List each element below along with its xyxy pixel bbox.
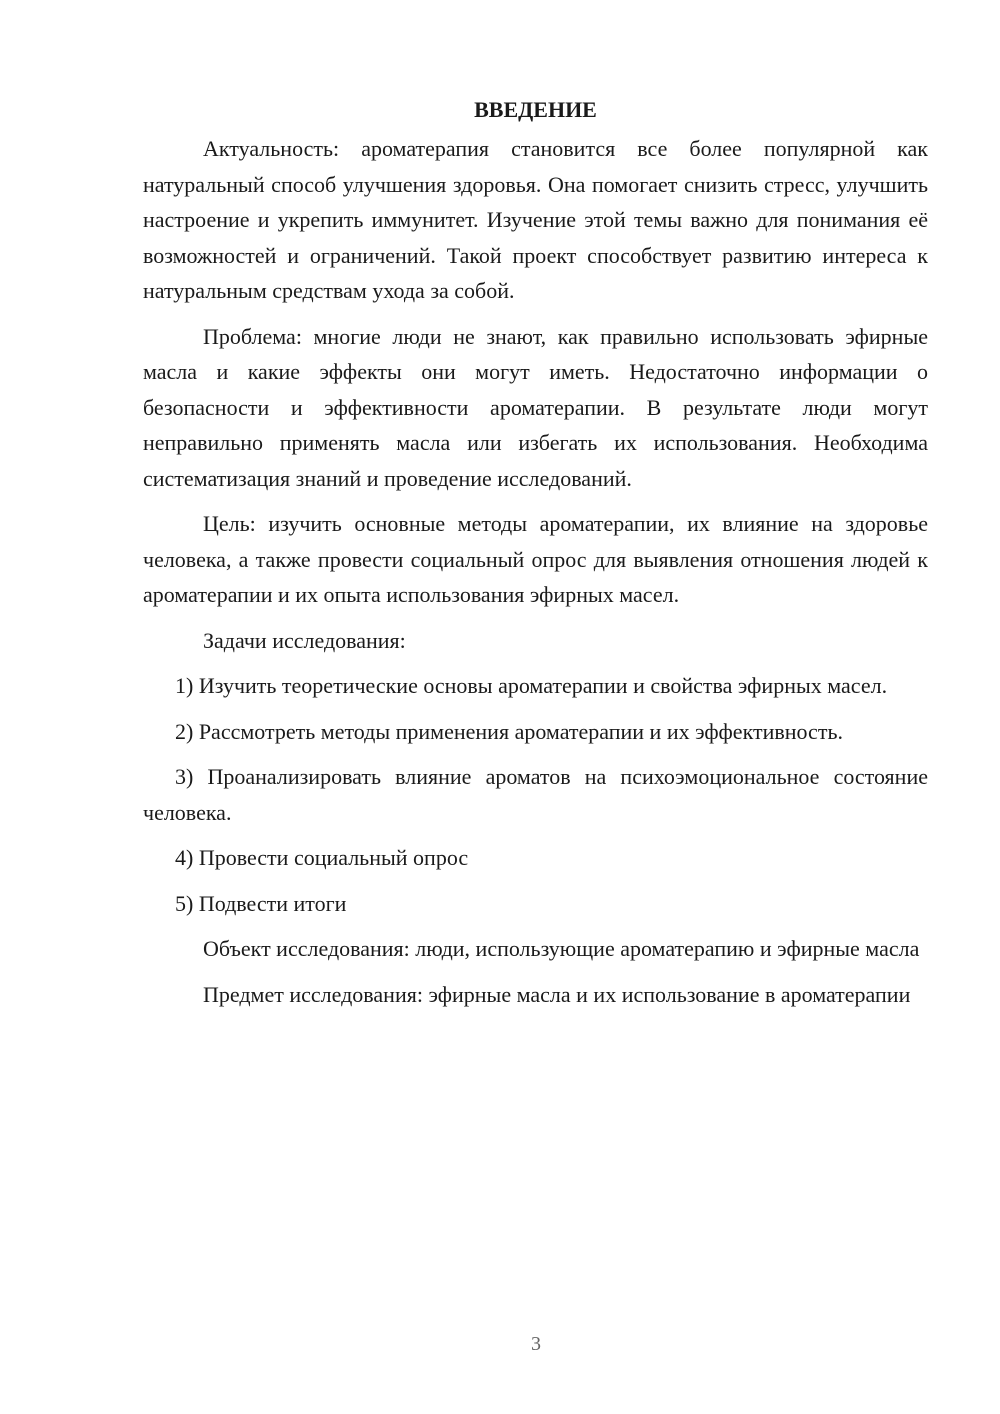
paragraph-relevance: Актуальность: ароматерапия становится все более популярной как натуральный способ улучшения здоровья. Она помогает снизить стресс, улучшить настроение и укрепить иммунитет. Изучение этой темы важно для понимания её возможностей и ограничений. Такой проект способствует развитию интереса к натуральным средствам ухода за собой. [143, 136, 928, 303]
task-item-5: 5) Подвести итоги [175, 890, 347, 916]
task-item-2: 2) Рассмотреть методы применения ароматерапии и их эффективность. [175, 718, 843, 744]
paragraph-object: Объект исследования: люди, использующие ароматерапию и эфирные масла [203, 936, 920, 961]
paragraph-goal: Цель: изучить основные методы ароматерапии, их влияние на здоровье человека, а также провести социальный опрос для выявления отношения людей к ароматерапии и их опыта использования эфирных масел. [143, 511, 928, 607]
page-content [143, 92, 928, 1022]
task-item-1: 1) Изучить теоретические основы ароматерапии и свойства эфирных масел. [175, 673, 888, 698]
page-number: 3 [531, 1333, 541, 1355]
tasks-heading: Задачи исследования: [203, 627, 406, 653]
task-item-3: 3) Проанализировать влияние ароматов на психоэмоциональное состояние человека. [143, 764, 928, 825]
paragraph-subject: Предмет исследования: эфирные масла и их использование в ароматерапии [203, 981, 911, 1007]
task-item-4: 4) Провести социальный опрос [175, 845, 469, 870]
page-title: ВВЕДЕНИЕ [474, 97, 597, 122]
paragraph-problem: Проблема: многие люди не знают, как правильно использовать эфирные масла и какие эффекты они могут иметь. Недостаточно информации о безопасности и эффективности ароматерапии. В результате люди могут неправильно применять масла или избегать их использования. Необходима систематизация знаний и проведение исследований. [143, 323, 928, 491]
